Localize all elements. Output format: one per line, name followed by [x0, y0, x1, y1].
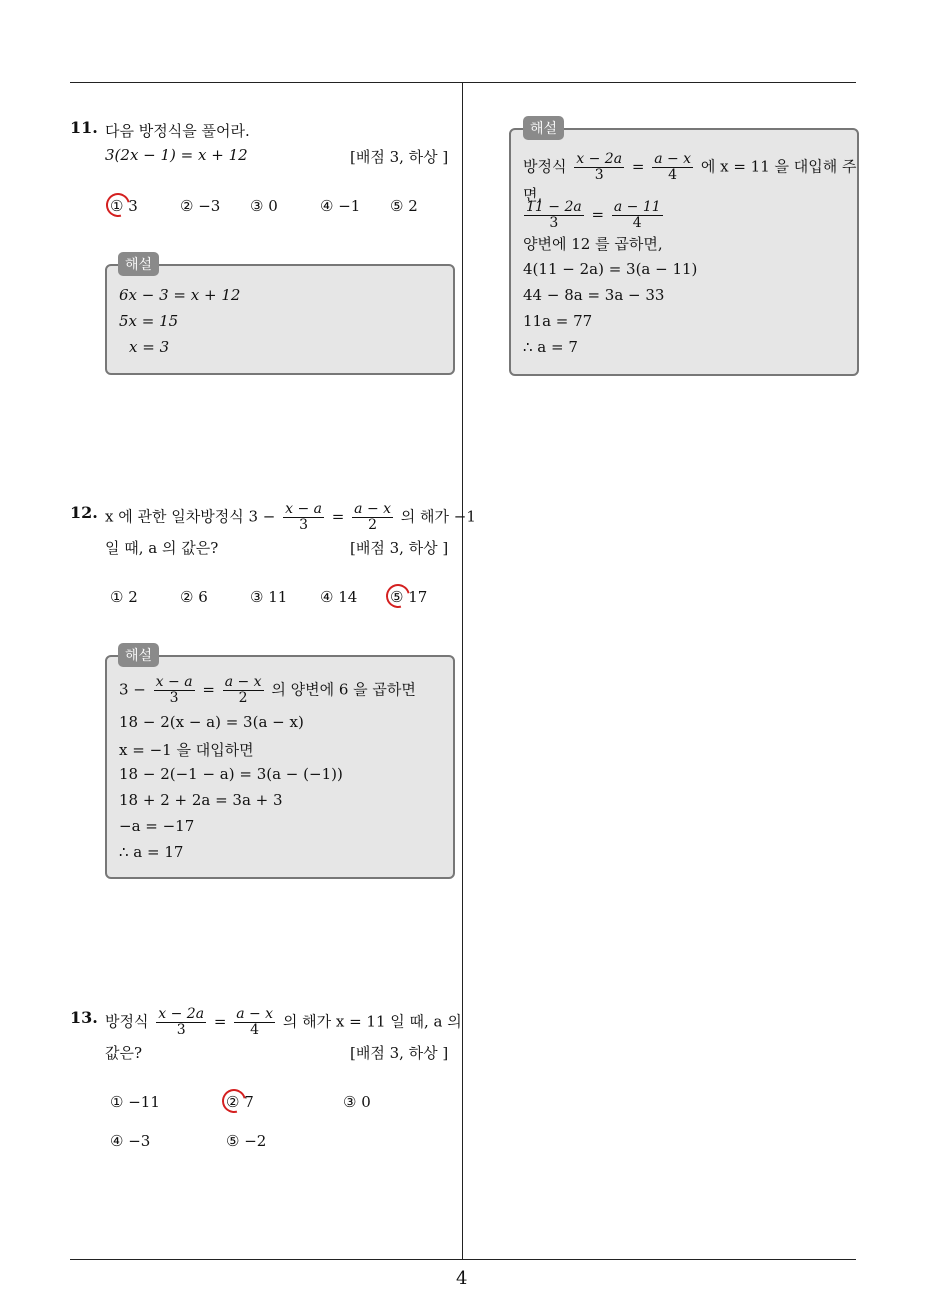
q11-choice-4[interactable]: ④ −1 [320, 197, 361, 215]
q13-explain-first [523, 152, 857, 183]
q12-choice-2[interactable]: ② 6 [180, 588, 208, 606]
q13-explain-line: 양변에 12 를 곱하면, [523, 235, 663, 253]
top-rule [70, 82, 856, 83]
q12-explain-line: x = −1 을 대입하면 [119, 741, 254, 759]
q13-explain-frac-line [521, 200, 666, 231]
q11-prompt: 다음 방정식을 풀어라. [105, 122, 250, 140]
q13-score: [배점 3, 하상 ] [350, 1044, 449, 1062]
q11-score: [배점 3, 하상 ] [350, 148, 449, 166]
q13-number: 13. [70, 1008, 98, 1027]
q13-explain-line: ∴ a = 7 [523, 338, 578, 356]
q11-explain-line: 6x − 3 = x + 12 [119, 286, 241, 304]
q13-prompt-b: 의 해가 x = 11 일 때, a 의 [282, 1012, 462, 1031]
q11-equation: 3(2x − 1) = x + 12 [105, 146, 248, 164]
q11-choice-2[interactable]: ② −3 [180, 197, 221, 215]
q13-explain-line: 44 − 8a = 3a − 33 [523, 286, 665, 304]
q12-choice-4[interactable]: ④ 14 [320, 588, 358, 606]
q13-prompt-a: 방정식 [105, 1012, 149, 1031]
q12-choice-3[interactable]: ③ 11 [250, 588, 288, 606]
q11-number: 11. [70, 118, 98, 137]
q12-score: [배점 3, 하상 ] [350, 539, 449, 557]
q11-choice-1[interactable]: ① 3 [110, 197, 138, 215]
q12-explain-line: ∴ a = 17 [119, 843, 184, 861]
q13-explain-first-b: 에 x = 11 을 대입해 주 [700, 157, 857, 176]
q13-explain-box [509, 128, 859, 376]
q13-choice-2[interactable]: ② 7 [226, 1093, 254, 1111]
q13-choice-3[interactable]: ③ 0 [343, 1093, 371, 1111]
q12-prompt-c: 일 때, a 의 값은? [105, 539, 219, 557]
q11-explain-line: 5x = 15 [119, 312, 179, 330]
q12-equals: = [331, 507, 345, 526]
q11-explain-box [105, 264, 455, 375]
q13-explain-line2: 면, [523, 186, 543, 204]
q13-prompt-c: 값은? [105, 1044, 143, 1062]
q12-explain-first-a: 3 − [119, 680, 146, 699]
q13-explain-equals-2: = [591, 205, 605, 224]
q12-prompt-b: 의 해가 −1 [400, 507, 476, 526]
page-number: 4 [456, 1268, 468, 1289]
q12-choice-1[interactable]: ① 2 [110, 588, 138, 606]
q12-number: 12. [70, 503, 98, 522]
q12-explain-fraction-1: $\frac{x - a}{3}$ [155, 674, 193, 706]
q13-explain-fraction-2: $\frac{a - x}{4}$ [654, 151, 692, 183]
q12-explain-equals: = [202, 680, 215, 699]
q12-fraction-2: $\frac{a - x}{2}$ [354, 501, 392, 533]
q11-answer-mark-icon [102, 189, 135, 222]
q13-explain-tag: 해설 [523, 116, 564, 140]
q12-answer-mark-icon [382, 580, 415, 613]
q12-explain-line: 18 − 2(−1 − a) = 3(a − (−1)) [119, 765, 343, 783]
q11-explain-tag: 해설 [118, 252, 159, 276]
q12-explain-first-b: 의 양변에 6 을 곱하면 [271, 680, 416, 699]
q13-fraction-1: $\frac{x - 2a}{3}$ [158, 1006, 205, 1038]
q11-choice-3[interactable]: ③ 0 [250, 197, 278, 215]
q12-fraction-1: $\frac{x - a}{3}$ [285, 501, 322, 533]
q13-explain-first-a: 방정식 [523, 157, 567, 176]
bottom-rule [70, 1259, 856, 1260]
q12-explain-line: 18 − 2(x − a) = 3(a − x) [119, 713, 304, 731]
q13-explain-fraction-1: $\frac{x - 2a}{3}$ [576, 151, 623, 183]
q13-explain-equals: = [631, 157, 645, 176]
q12-explain-tag: 해설 [118, 643, 159, 667]
q13-answer-mark-icon [218, 1085, 251, 1118]
q12-choice-5[interactable]: ⑤ 17 [390, 588, 428, 606]
q12-explain-box [105, 655, 455, 879]
q12-prompt-a: x 에 관한 일차방정식 3 − [105, 507, 276, 526]
q13-choice-5[interactable]: ⑤ −2 [226, 1132, 267, 1150]
q13-explain-line: 11a = 77 [523, 312, 593, 330]
q13-choice-1[interactable]: ① −11 [110, 1093, 160, 1111]
q13-explain-fraction-3: $\frac{11 - 2a}{3}$ [526, 199, 582, 231]
q12-prompt-line1 [105, 502, 476, 533]
q12-explain-line: −a = −17 [119, 817, 195, 835]
q12-explain-first [119, 675, 416, 706]
column-divider [462, 83, 463, 1260]
q12-explain-line: 18 + 2 + 2a = 3a + 3 [119, 791, 283, 809]
q13-explain-fraction-4: $\frac{a - 11}{4}$ [613, 199, 661, 231]
q12-explain-fraction-2: $\frac{a - x}{2}$ [224, 674, 262, 706]
q13-choice-4[interactable]: ④ −3 [110, 1132, 151, 1150]
q13-equals: = [213, 1012, 227, 1031]
q11-choice-5[interactable]: ⑤ 2 [390, 197, 418, 215]
q13-explain-line: 4(11 − 2a) = 3(a − 11) [523, 260, 698, 278]
q13-prompt-line1 [105, 1007, 462, 1038]
q13-fraction-2: $\frac{a - x}{4}$ [236, 1006, 274, 1038]
q11-explain-line: x = 3 [129, 338, 170, 356]
